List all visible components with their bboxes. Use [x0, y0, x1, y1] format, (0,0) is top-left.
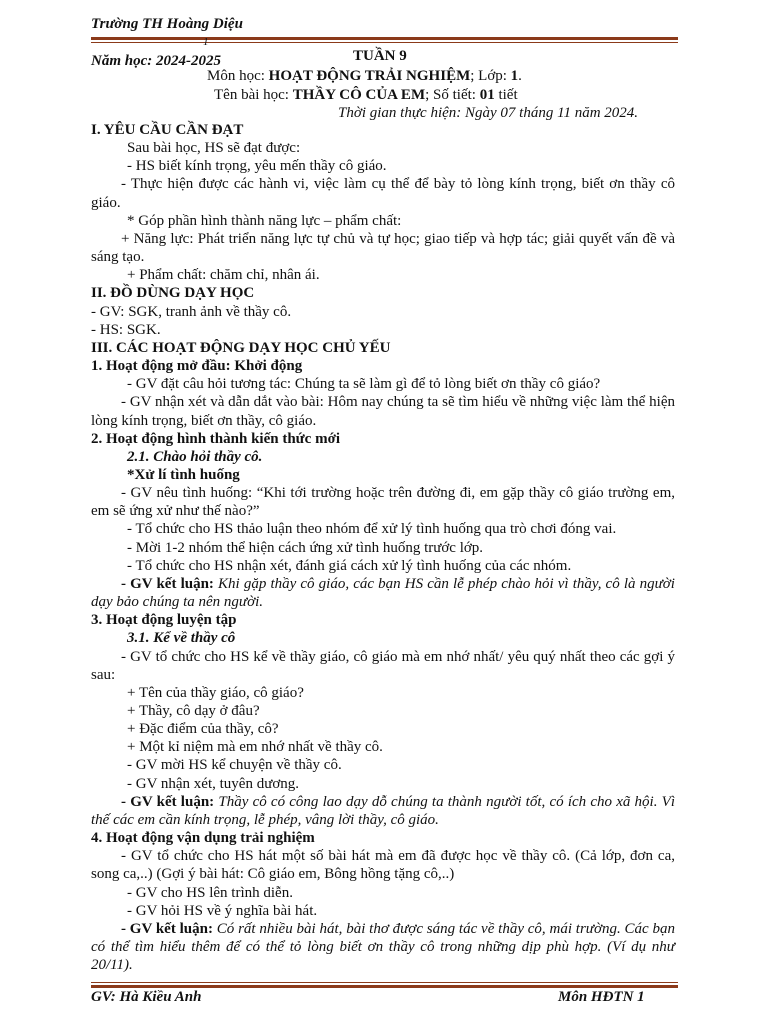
subsection-heading: *Xử lí tình huống [127, 466, 240, 483]
paragraph: - HS: SGK. [91, 321, 161, 338]
paragraph: - GV nhận xét và dẫn dắt vào bài: Hôm nay chúng ta sẽ tìm hiểu về những việc làm thể hiện lòng kính trọng, biết ơn thầy, cô giáo. [91, 394, 675, 429]
subsection-heading: 2.1. Chào hỏi thầy cô. [127, 448, 263, 465]
paragraph: + Thầy, cô dạy ở đâu? [127, 703, 260, 719]
section-heading: II. ĐỒ DÙNG DẠY HỌC [91, 285, 255, 302]
paragraph: - GV tổ chức cho HS hát một số bài hát mà em đã được học về thầy cô. (Cả lớp, đơn ca, song ca,..) (Gợi ý bài hát: Cô giáo em, Bông hồng tặng cô,..) [91, 848, 675, 883]
paragraph: - GV đặt câu hỏi tương tác: Chúng ta sẽ làm gì để tỏ lòng biết ơn thầy cô giáo? [127, 376, 601, 393]
conclusion: - GV kết luận: Khi gặp thầy cô giáo, các bạn HS cần lễ phép chào hỏi vì thầy, cô là người dạy bảo chúng ta nên người. [91, 575, 675, 611]
activity-heading: 2. Hoạt động hình thành kiến thức mới [91, 430, 341, 447]
paragraph: - GV nêu tình huống: “Khi tới trường hoặc trên đường đi, em gặp thầy cô giáo trường em, em sẽ ứng xử như thế nào?” [91, 485, 675, 520]
paragraph: + Năng lực: Phát triển năng lực tự chủ và tự học; giao tiếp và hợp tác; giải quyết vấn đề và sáng tạo. [91, 230, 675, 266]
paragraph: - Mời 1-2 nhóm thể hiện cách ứng xử tình huống trước lớp. [127, 539, 484, 556]
activity-heading: 4. Hoạt động vận dụng trải nghiệm [91, 830, 315, 847]
footer-teacher: GV: Hà Kiều Anh [91, 989, 202, 1005]
activity-heading: 1. Hoạt động mở đầu: Khởi động [91, 358, 303, 375]
paragraph: * Góp phần hình thành năng lực – phẩm chất: [127, 212, 402, 229]
footer-subject: Môn HĐTN 1 [558, 989, 645, 1005]
subsection-heading: 3.1. Kể về thầy cô [127, 630, 236, 647]
paragraph: - GV cho HS lên trình diễn. [127, 884, 293, 901]
paragraph: - Tổ chức cho HS nhận xét, đánh giá cách xử lý tình huống của các nhóm. [127, 557, 572, 574]
paragraph: + Phẩm chất: chăm chỉ, nhân ái. [127, 267, 320, 284]
school-year: Năm học: 2024-2025 [91, 53, 221, 69]
paragraph: + Một kỉ niệm mà em nhớ nhất về thầy cô. [127, 739, 383, 756]
paragraph: + Đặc điểm của thầy, cô? [127, 721, 279, 738]
conclusion: - GV kết luận: Có rất nhiều bài hát, bài thơ được sáng tác về thầy cô, mái trường. Các bạn có thể tìm hiểu thêm để có thể tỏ lòng biết ơn thầy cô trong những dịp phù hợp. (Ví dụ như 20/11). [91, 920, 675, 974]
page-number: 1 [203, 36, 209, 48]
paragraph: - GV nhận xét, tuyên dương. [127, 775, 300, 792]
paragraph: - Tổ chức cho HS thảo luận theo nhóm để xử lý tình huống qua trò chơi đóng vai. [127, 521, 617, 538]
paragraph: Sau bài học, HS sẽ đạt được: [127, 140, 301, 157]
footer-rule [91, 982, 678, 988]
section-heading: I. YÊU CẦU CẦN ĐẠT [91, 122, 244, 138]
paragraph: + Tên của thầy giáo, cô giáo? [127, 684, 304, 701]
subject-line: Môn học: HOẠT ĐỘNG TRẢI NGHIỆM; Lớp: 1. [207, 68, 522, 84]
activity-heading: 3. Hoạt động luyện tập [91, 612, 237, 629]
conclusion: - GV kết luận: Thầy cô có công lao dạy dỗ chúng ta thành người tốt, có ích cho xã hội. Vì thế các em cần kính trọng, lễ phép, vâng lời thầy, cô giáo. [91, 793, 675, 828]
header-rule [91, 37, 678, 43]
date-line: Thời gian thực hiện: Ngày 07 tháng 11 năm 2024. [338, 105, 639, 121]
paragraph: - GV mời HS kể chuyện về thầy cô. [127, 757, 342, 774]
paragraph: - GV: SGK, tranh ảnh về thầy cô. [91, 303, 292, 320]
paragraph: - GV hỏi HS về ý nghĩa bài hát. [127, 902, 318, 919]
paragraph: - GV tổ chức cho HS kể về thầy giáo, cô giáo mà em nhớ nhất/ yêu quý nhất theo các gợi ý sau: [91, 648, 675, 683]
lesson-plan-body [91, 121, 675, 974]
lesson-line: Tên bài học: THẦY CÔ CỦA EM; Số tiết: 01 tiết [214, 87, 518, 103]
school-name: Trường TH Hoàng Diệu [91, 16, 243, 32]
paragraph: - Thực hiện được các hành vi, việc làm cụ thể để bày tỏ lòng kính trọng, biết ơn thầy cô giáo. [91, 176, 675, 211]
paragraph: - HS biết kính trọng, yêu mến thầy cô giáo. [127, 158, 387, 175]
week-title: TUẦN 9 [353, 48, 407, 64]
section-heading: III. CÁC HOẠT ĐỘNG DẠY HỌC CHỦ YẾU [91, 339, 391, 356]
